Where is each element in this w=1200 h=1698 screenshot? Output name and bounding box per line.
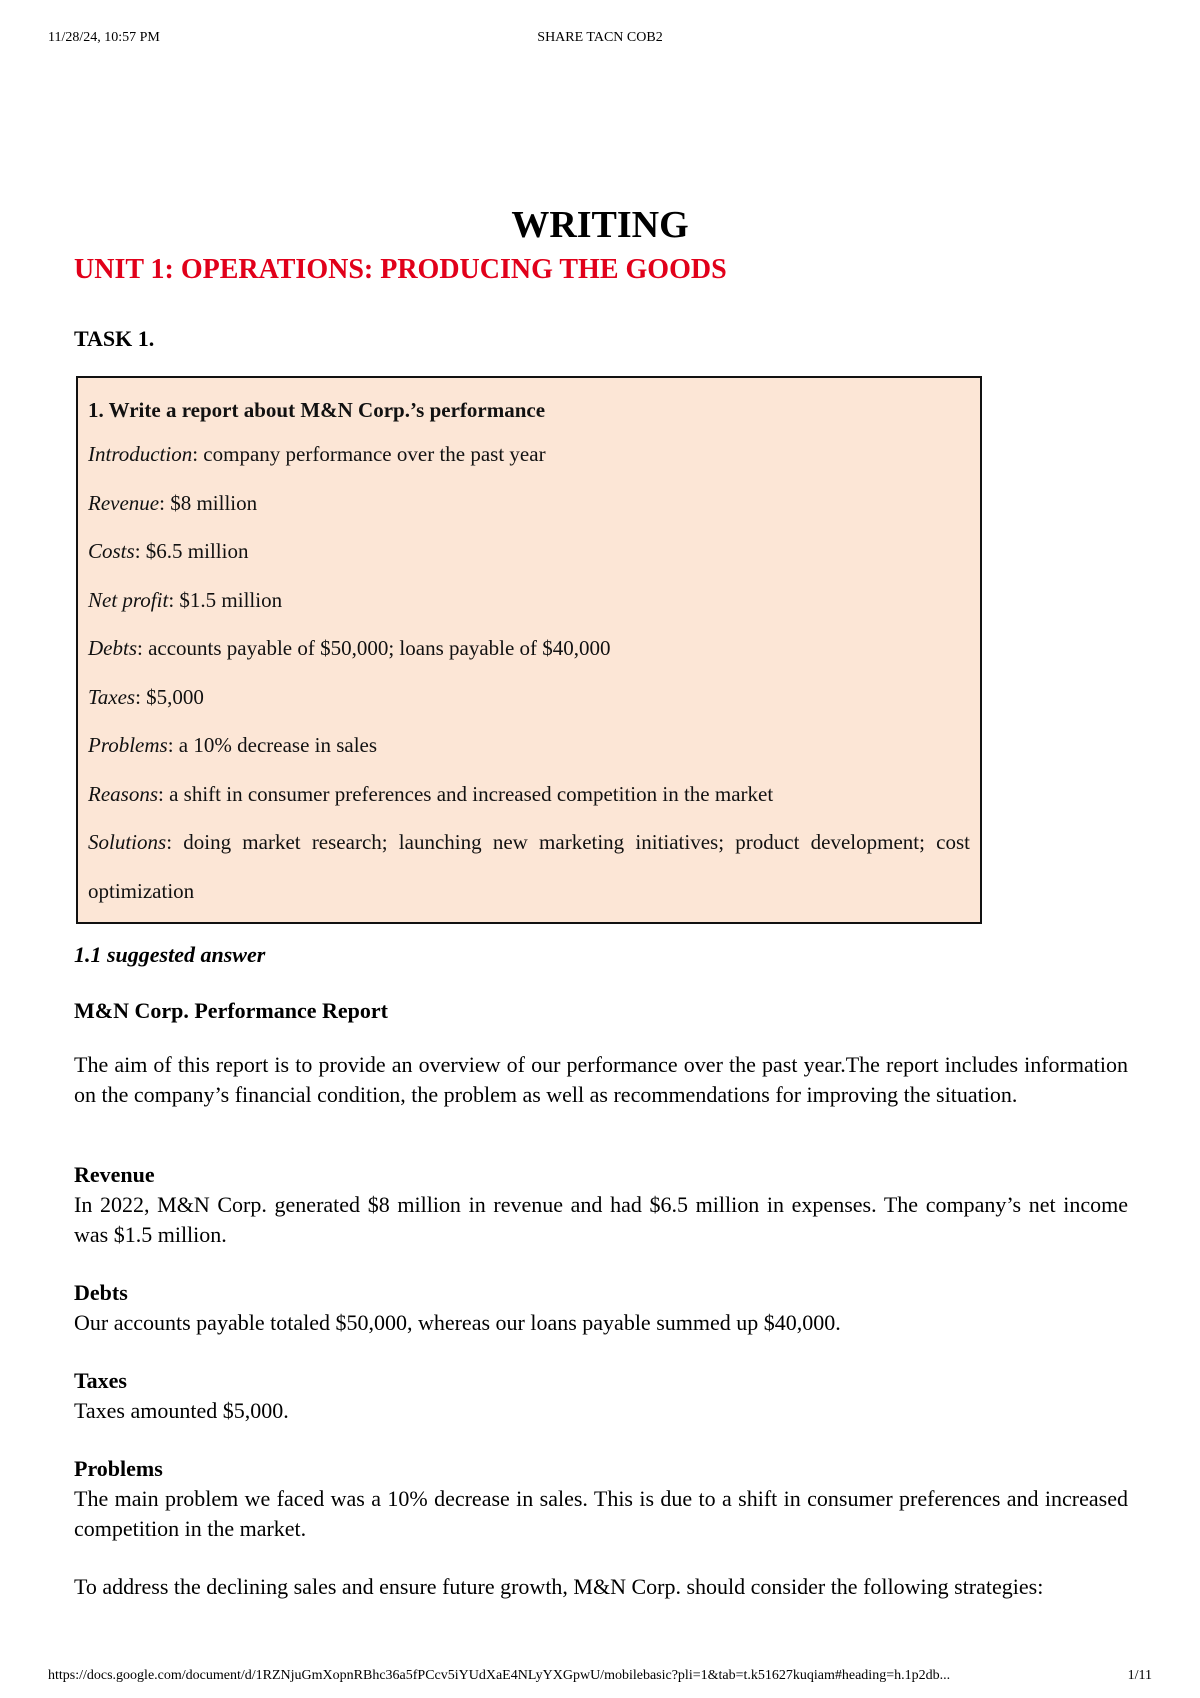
prompt-value: : $1.5 million (168, 587, 283, 612)
prompt-value: : $5,000 (135, 684, 204, 709)
prompt-label: Solutions (88, 830, 167, 854)
report-title: M&N Corp. Performance Report (74, 998, 388, 1023)
task-prompt-heading: 1. Write a report about M&N Corp.’s performance (88, 398, 546, 422)
prompt-label: Introduction (88, 442, 193, 466)
prompt-row-solutions (88, 818, 970, 915)
prompt-row-introduction (88, 430, 970, 479)
print-header (48, 30, 1152, 50)
section-text: Our accounts payable totaled $50,000, whereas our loans payable summed up $40,000. (74, 1310, 841, 1335)
section-heading: Revenue (74, 1162, 155, 1187)
print-footer (48, 1668, 1152, 1688)
prompt-row-costs (88, 527, 970, 576)
prompt-row-revenue (88, 479, 970, 528)
prompt-row-net-profit (88, 576, 970, 625)
prompt-label: Taxes (88, 684, 136, 709)
task-prompt-box (76, 376, 982, 924)
intro-paragraph: The aim of this report is to provide an overview of our performance over the past year.The report includes information on the company’s financial condition, the problem as well as recommendations for improving the situation. (74, 1052, 1128, 1107)
page-number: 1/11 (1127, 1668, 1152, 1683)
strategies-paragraph: To address the declining sales and ensure future growth, M&N Corp. should consider the following strategies: (74, 1574, 1044, 1599)
report-intro (74, 1050, 1128, 1110)
suggested-answer-label: 1.1 suggested answer (74, 942, 266, 967)
prompt-value: : $6.5 million (134, 539, 249, 563)
prompt-label: Problems (88, 733, 168, 757)
prompt-label: Reasons (88, 781, 158, 806)
page-title: WRITING (511, 204, 689, 246)
prompt-row-debts (88, 624, 970, 673)
prompt-label: Costs (88, 539, 135, 563)
prompt-value: : doing market research; launching new marketing initiatives; product development; cost optimization (88, 830, 970, 903)
section-problems (74, 1454, 1128, 1544)
prompt-row-problems (88, 721, 970, 770)
prompt-label: Revenue (88, 490, 160, 515)
source-url[interactable]: https://docs.google.com/document/d/1RZNjuGmXopnRBhc36a5fPCcv5iYUdXaE4NLyYXGpwU/mobilebasic?pli=1&tab=t.k51627kuqiam#heading=h.1p2db... (48, 1668, 951, 1683)
section-heading: Debts (74, 1280, 128, 1305)
section-debts (74, 1278, 1128, 1338)
prompt-value: : $8 million (159, 490, 258, 515)
section-text: Taxes amounted $5,000. (74, 1398, 289, 1423)
section-revenue (74, 1160, 1128, 1250)
prompt-value: : company performance over the past year (192, 442, 546, 466)
section-taxes (74, 1366, 1128, 1426)
unit-heading: UNIT 1: OPERATIONS: PRODUCING THE GOODS (74, 254, 727, 285)
prompt-value: : a 10% decrease in sales (167, 733, 378, 757)
section-heading: Problems (74, 1456, 163, 1481)
prompt-row-reasons (88, 770, 970, 819)
strategies-intro (74, 1572, 1128, 1602)
prompt-value: : a shift in consumer preferences and increased competition in the market (158, 781, 774, 806)
prompt-label: Debts (88, 636, 137, 660)
prompt-row-taxes (88, 673, 970, 722)
section-heading: Taxes (74, 1368, 127, 1393)
prompt-value: : accounts payable of $50,000; loans payable of $40,000 (137, 636, 611, 660)
print-datetime: 11/28/24, 10:57 PM (48, 30, 160, 45)
task-label: TASK 1. (74, 326, 155, 351)
print-document-title: SHARE TACN COB2 (537, 30, 663, 45)
prompt-label: Net profit (88, 587, 169, 612)
section-text: In 2022, M&N Corp. generated $8 million in revenue and had $6.5 million in expenses. The company’s net income was $1.5 million. (74, 1192, 1128, 1247)
section-text: The main problem we faced was a 10% decrease in sales. This is due to a shift in consumer preferences and increased competition in the market. (74, 1486, 1128, 1541)
